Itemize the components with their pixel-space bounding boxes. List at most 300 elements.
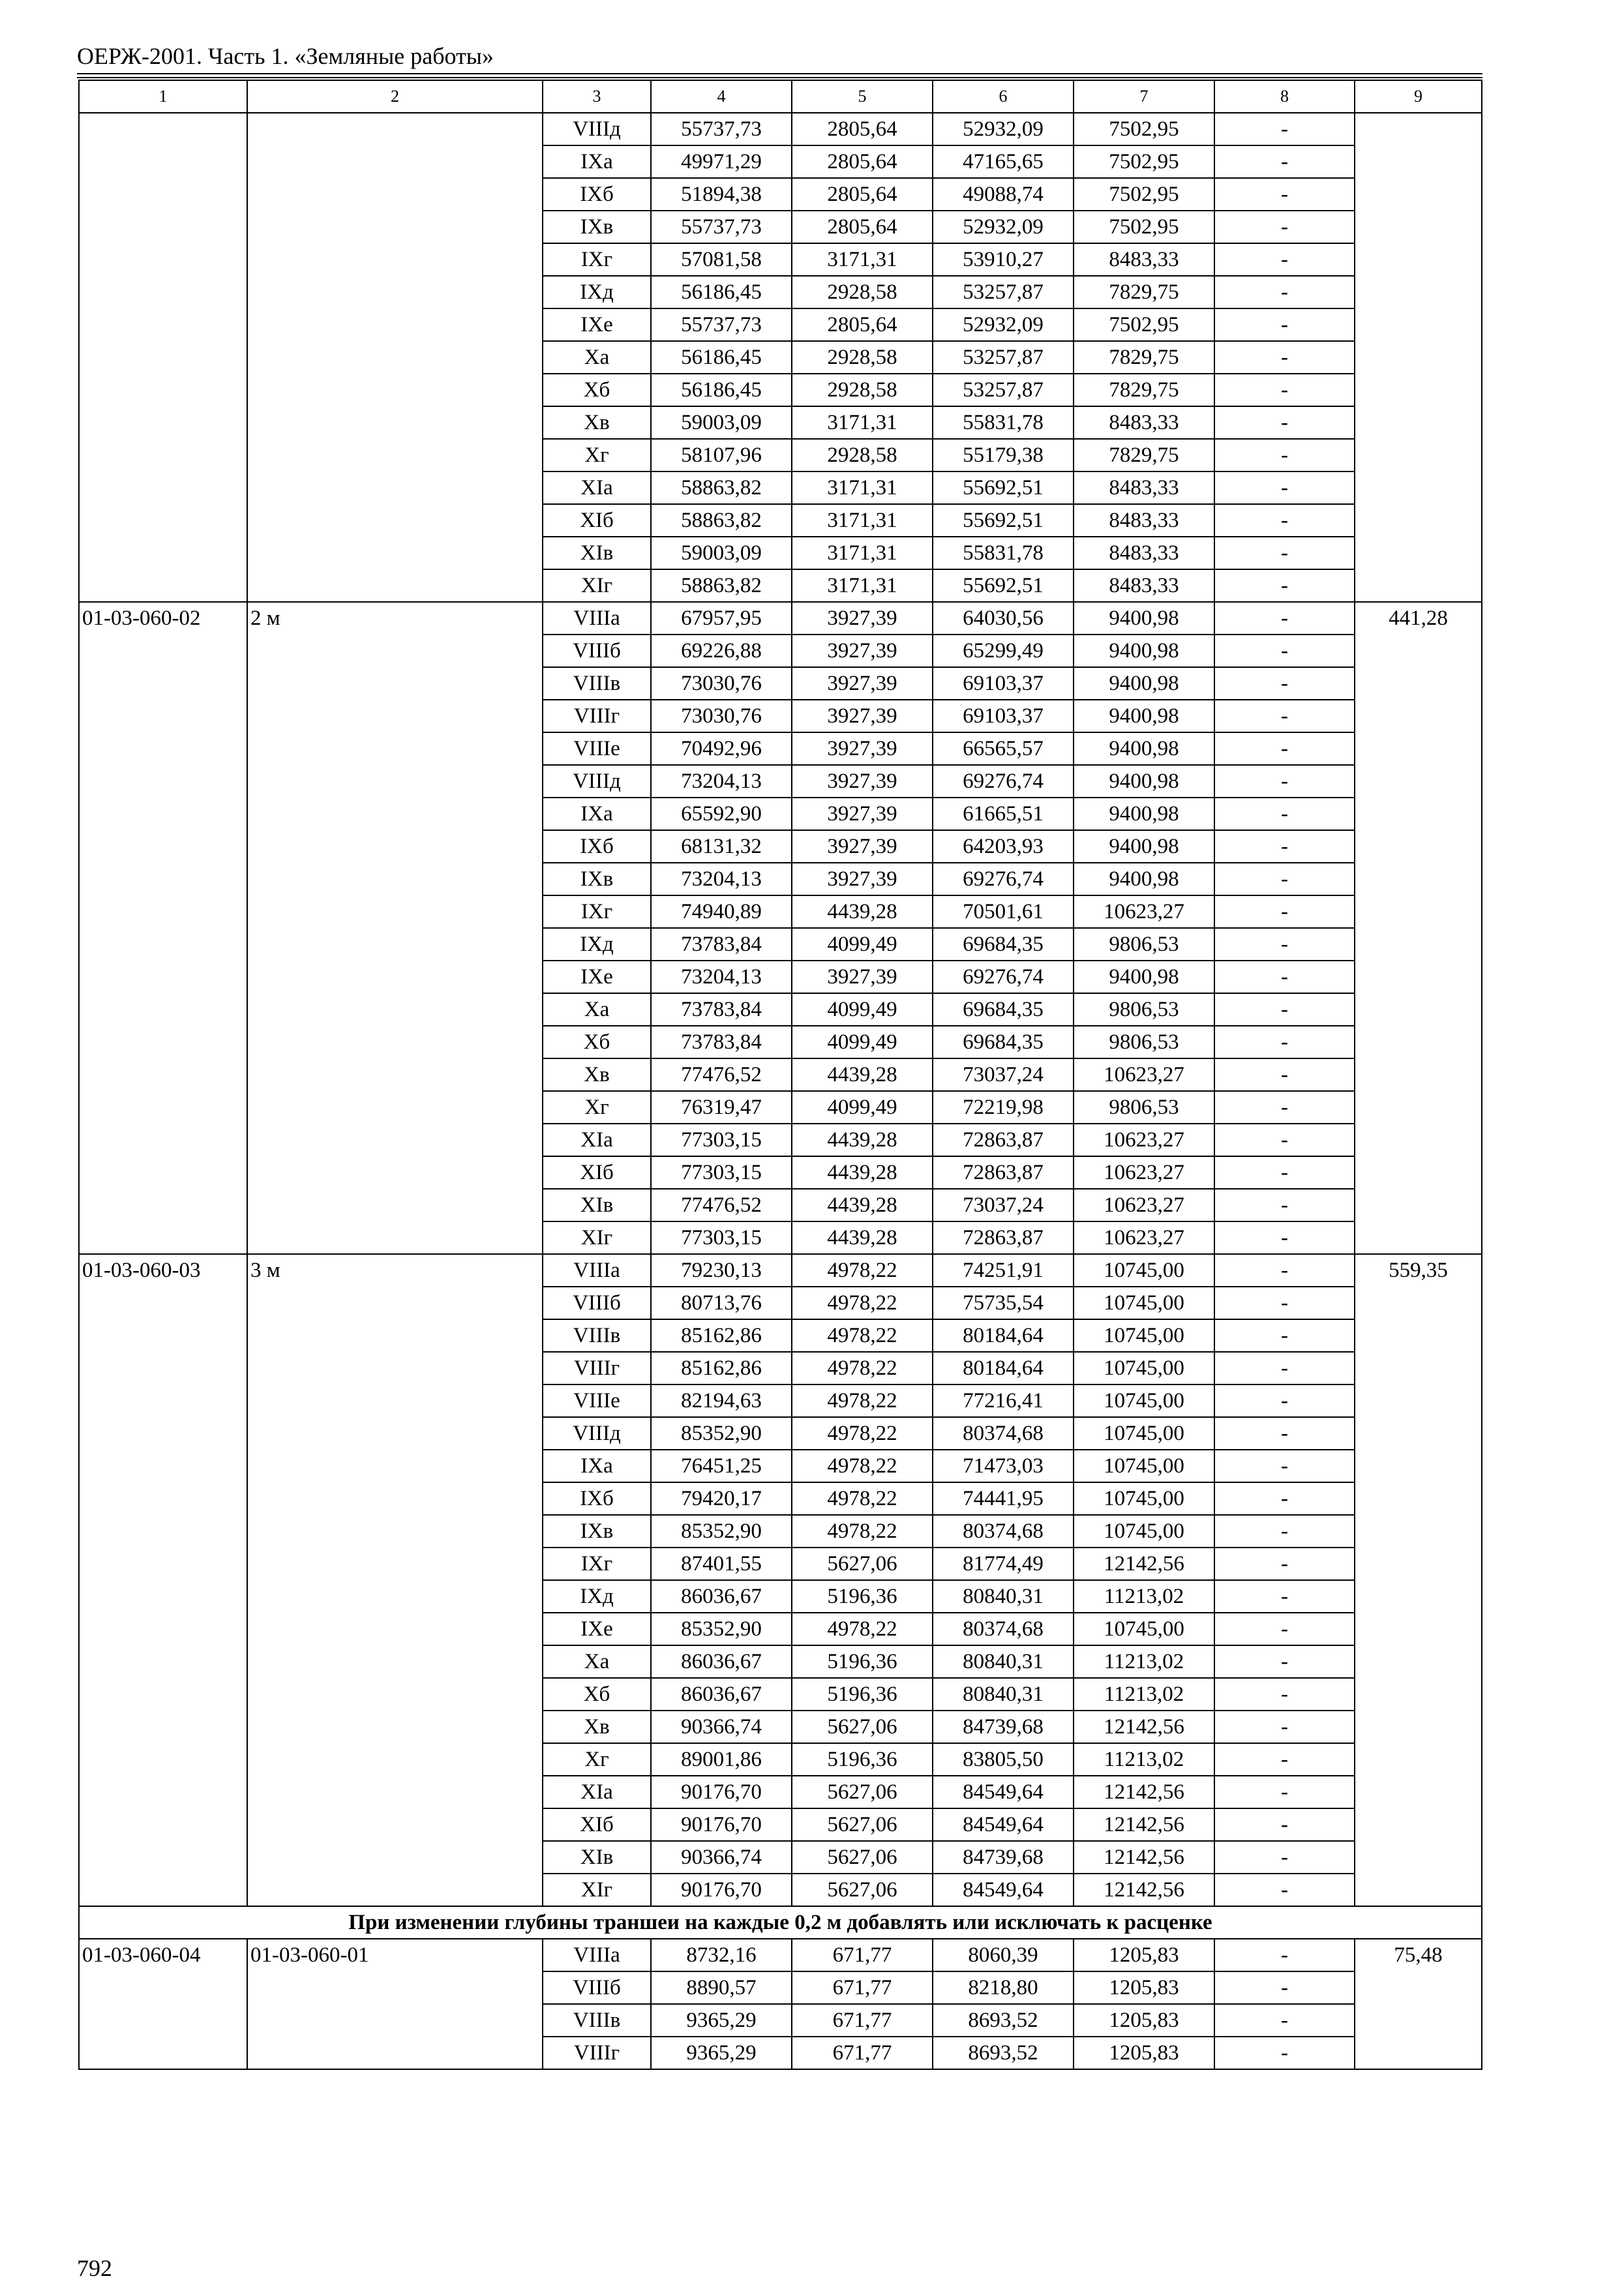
total-cost-cell: 58863,82 [651, 471, 792, 504]
wages-cell: 4099,49 [792, 928, 933, 961]
total-cost-cell: 68131,32 [651, 830, 792, 863]
materials-cell: - [1214, 1482, 1355, 1515]
machines-cell: 8693,52 [933, 2037, 1074, 2069]
category-cell: XIб [543, 1808, 651, 1841]
category-cell: XIг [543, 1221, 651, 1254]
machines-cell: 64203,93 [933, 830, 1074, 863]
total-cost-cell: 74940,89 [651, 895, 792, 928]
machines-cell: 55692,51 [933, 569, 1074, 602]
materials-cell: - [1214, 178, 1355, 211]
machines-cell: 80840,31 [933, 1580, 1074, 1613]
wages-cell: 2805,64 [792, 211, 933, 243]
total-cost-cell: 86036,67 [651, 1580, 792, 1613]
machines-cell: 72219,98 [933, 1091, 1074, 1124]
driver-wages-cell: 10745,00 [1074, 1352, 1214, 1384]
wages-cell: 2928,58 [792, 374, 933, 406]
wages-cell: 5196,36 [792, 1743, 933, 1776]
total-cost-cell: 56186,45 [651, 374, 792, 406]
driver-wages-cell: 9400,98 [1074, 798, 1214, 830]
category-cell: Xa [543, 341, 651, 374]
category-cell: IXб [543, 178, 651, 211]
category-cell: XIв [543, 1189, 651, 1221]
driver-wages-cell: 10623,27 [1074, 895, 1214, 928]
total-cost-cell: 79420,17 [651, 1482, 792, 1515]
category-cell: VIIIe [543, 732, 651, 765]
total-cost-cell: 90366,74 [651, 1841, 792, 1874]
column-number: 1 [79, 80, 247, 113]
wages-cell: 5196,36 [792, 1678, 933, 1711]
materials-cell: - [1214, 1450, 1355, 1482]
category-cell: IXa [543, 1450, 651, 1482]
machines-cell: 80374,68 [933, 1515, 1074, 1548]
machines-cell: 49088,74 [933, 178, 1074, 211]
driver-wages-cell: 11213,02 [1074, 1743, 1214, 1776]
machines-cell: 72863,87 [933, 1156, 1074, 1189]
total-cost-cell: 55737,73 [651, 113, 792, 145]
total-cost-cell: 8890,57 [651, 1971, 792, 2004]
machines-cell: 84549,64 [933, 1874, 1074, 1906]
wages-cell: 3927,39 [792, 700, 933, 732]
rate-description-cell: 01-03-060-01 [247, 1939, 543, 2069]
materials-cell: - [1214, 211, 1355, 243]
wages-cell: 5627,06 [792, 1841, 933, 1874]
category-cell: VIIIв [543, 2004, 651, 2037]
materials-cell: - [1214, 1613, 1355, 1645]
materials-cell: - [1214, 732, 1355, 765]
total-cost-cell: 79230,13 [651, 1254, 792, 1287]
machines-cell: 52932,09 [933, 113, 1074, 145]
wages-cell: 3927,39 [792, 830, 933, 863]
driver-wages-cell: 9400,98 [1074, 667, 1214, 700]
wages-cell: 4978,22 [792, 1254, 933, 1287]
driver-wages-cell: 12142,56 [1074, 1874, 1214, 1906]
wages-cell: 5196,36 [792, 1580, 933, 1613]
machines-cell: 55831,78 [933, 537, 1074, 569]
driver-wages-cell: 12142,56 [1074, 1776, 1214, 1808]
materials-cell: - [1214, 1319, 1355, 1352]
machines-cell: 69103,37 [933, 700, 1074, 732]
driver-wages-cell: 8483,33 [1074, 471, 1214, 504]
category-cell: IXe [543, 308, 651, 341]
category-cell: VIIIг [543, 700, 651, 732]
table-row [79, 1939, 1482, 1971]
materials-cell: - [1214, 569, 1355, 602]
driver-wages-cell: 7502,95 [1074, 113, 1214, 145]
rate-code-cell: 01-03-060-02 [79, 602, 247, 1254]
total-cost-cell: 85352,90 [651, 1515, 792, 1548]
materials-cell: - [1214, 113, 1355, 145]
page-number: 792 [77, 2255, 112, 2281]
materials-cell: - [1214, 1580, 1355, 1613]
labor-hours-cell [1355, 113, 1482, 602]
materials-cell: - [1214, 798, 1355, 830]
materials-cell: - [1214, 2004, 1355, 2037]
materials-cell: - [1214, 471, 1355, 504]
note-row [79, 1906, 1482, 1939]
materials-cell: - [1214, 602, 1355, 635]
wages-cell: 5627,06 [792, 1808, 933, 1841]
machines-cell: 81774,49 [933, 1548, 1074, 1580]
driver-wages-cell: 9400,98 [1074, 732, 1214, 765]
total-cost-cell: 57081,58 [651, 243, 792, 276]
materials-cell: - [1214, 374, 1355, 406]
total-cost-cell: 73783,84 [651, 993, 792, 1026]
machines-cell: 72863,87 [933, 1124, 1074, 1156]
category-cell: VIIIв [543, 1319, 651, 1352]
wages-cell: 3927,39 [792, 765, 933, 798]
category-cell: IXe [543, 1613, 651, 1645]
machines-cell: 64030,56 [933, 602, 1074, 635]
header-rule-top [77, 73, 1482, 74]
machines-cell: 69103,37 [933, 667, 1074, 700]
category-cell: XIг [543, 1874, 651, 1906]
machines-cell: 8693,52 [933, 2004, 1074, 2037]
driver-wages-cell: 10745,00 [1074, 1450, 1214, 1482]
machines-cell: 69276,74 [933, 961, 1074, 993]
total-cost-cell: 9365,29 [651, 2004, 792, 2037]
machines-cell: 84549,64 [933, 1776, 1074, 1808]
machines-cell: 52932,09 [933, 211, 1074, 243]
total-cost-cell: 51894,38 [651, 178, 792, 211]
machines-cell: 69684,35 [933, 928, 1074, 961]
machines-cell: 73037,24 [933, 1058, 1074, 1091]
materials-cell: - [1214, 1417, 1355, 1450]
machines-cell: 55692,51 [933, 471, 1074, 504]
rate-description-cell: 3 м [247, 1254, 543, 1906]
category-cell: Xв [543, 1058, 651, 1091]
driver-wages-cell: 10623,27 [1074, 1058, 1214, 1091]
category-cell: VIIIe [543, 1384, 651, 1417]
wages-cell: 3171,31 [792, 504, 933, 537]
column-number: 2 [247, 80, 543, 113]
materials-cell: - [1214, 635, 1355, 667]
machines-cell: 84739,68 [933, 1841, 1074, 1874]
total-cost-cell: 87401,55 [651, 1548, 792, 1580]
driver-wages-cell: 10745,00 [1074, 1287, 1214, 1319]
total-cost-cell: 76451,25 [651, 1450, 792, 1482]
total-cost-cell: 65592,90 [651, 798, 792, 830]
category-cell: VIIIб [543, 635, 651, 667]
driver-wages-cell: 1205,83 [1074, 1939, 1214, 1971]
category-cell: VIIIг [543, 2037, 651, 2069]
table-row [79, 602, 1482, 635]
category-cell: IXб [543, 1482, 651, 1515]
machines-cell: 80840,31 [933, 1645, 1074, 1678]
driver-wages-cell: 7502,95 [1074, 211, 1214, 243]
wages-cell: 4978,22 [792, 1482, 933, 1515]
category-cell: IXe [543, 961, 651, 993]
total-cost-cell: 8732,16 [651, 1939, 792, 1971]
machines-cell: 80840,31 [933, 1678, 1074, 1711]
materials-cell: - [1214, 1091, 1355, 1124]
wages-cell: 4978,22 [792, 1384, 933, 1417]
wages-cell: 4439,28 [792, 895, 933, 928]
category-cell: Xб [543, 374, 651, 406]
total-cost-cell: 55737,73 [651, 211, 792, 243]
materials-cell: - [1214, 895, 1355, 928]
category-cell: Xг [543, 1091, 651, 1124]
driver-wages-cell: 12142,56 [1074, 1711, 1214, 1743]
category-cell: Xб [543, 1678, 651, 1711]
category-cell: XIa [543, 1776, 651, 1808]
category-cell: XIa [543, 1124, 651, 1156]
total-cost-cell: 55737,73 [651, 308, 792, 341]
materials-cell: - [1214, 1808, 1355, 1841]
running-header: ОЕРЖ-2001. Часть 1. «Земляные работы» [77, 43, 494, 69]
total-cost-cell: 73204,13 [651, 961, 792, 993]
column-number: 3 [543, 80, 651, 113]
machines-cell: 53257,87 [933, 276, 1074, 308]
driver-wages-cell: 12142,56 [1074, 1841, 1214, 1874]
driver-wages-cell: 7829,75 [1074, 276, 1214, 308]
driver-wages-cell: 7829,75 [1074, 341, 1214, 374]
category-cell: IXг [543, 1548, 651, 1580]
wages-cell: 3171,31 [792, 243, 933, 276]
rate-description-cell: 2 м [247, 602, 543, 1254]
table-row [79, 113, 1482, 145]
total-cost-cell: 73030,76 [651, 700, 792, 732]
wages-cell: 4439,28 [792, 1221, 933, 1254]
driver-wages-cell: 9806,53 [1074, 1026, 1214, 1058]
category-cell: IXг [543, 895, 651, 928]
materials-cell: - [1214, 928, 1355, 961]
wages-cell: 4439,28 [792, 1058, 933, 1091]
total-cost-cell: 85162,86 [651, 1319, 792, 1352]
materials-cell: - [1214, 1156, 1355, 1189]
category-cell: IXв [543, 211, 651, 243]
machines-cell: 74251,91 [933, 1254, 1074, 1287]
wages-cell: 5196,36 [792, 1645, 933, 1678]
category-cell: IXa [543, 798, 651, 830]
materials-cell: - [1214, 1189, 1355, 1221]
machines-cell: 80184,64 [933, 1319, 1074, 1352]
wages-cell: 3171,31 [792, 406, 933, 439]
machines-cell: 74441,95 [933, 1482, 1074, 1515]
rate-code-cell: 01-03-060-03 [79, 1254, 247, 1906]
driver-wages-cell: 10745,00 [1074, 1417, 1214, 1450]
wages-cell: 4978,22 [792, 1515, 933, 1548]
driver-wages-cell: 1205,83 [1074, 1971, 1214, 2004]
total-cost-cell: 90176,70 [651, 1808, 792, 1841]
category-cell: IXд [543, 276, 651, 308]
total-cost-cell: 73783,84 [651, 928, 792, 961]
materials-cell: - [1214, 1515, 1355, 1548]
category-cell: VIIIa [543, 1939, 651, 1971]
wages-cell: 3927,39 [792, 667, 933, 700]
column-number-row [79, 80, 1482, 113]
category-cell: VIIIд [543, 113, 651, 145]
materials-cell: - [1214, 2037, 1355, 2069]
total-cost-cell: 69226,88 [651, 635, 792, 667]
machines-cell: 66565,57 [933, 732, 1074, 765]
materials-cell: - [1214, 308, 1355, 341]
category-cell: VIIIд [543, 1417, 651, 1450]
total-cost-cell: 59003,09 [651, 406, 792, 439]
wages-cell: 2928,58 [792, 276, 933, 308]
total-cost-cell: 89001,86 [651, 1743, 792, 1776]
materials-cell: - [1214, 1287, 1355, 1319]
driver-wages-cell: 9400,98 [1074, 830, 1214, 863]
wages-cell: 4439,28 [792, 1124, 933, 1156]
category-cell: Xб [543, 1026, 651, 1058]
driver-wages-cell: 7502,95 [1074, 308, 1214, 341]
total-cost-cell: 76319,47 [651, 1091, 792, 1124]
table-row [79, 1254, 1482, 1287]
total-cost-cell: 70492,96 [651, 732, 792, 765]
category-cell: Xa [543, 1645, 651, 1678]
total-cost-cell: 58863,82 [651, 504, 792, 537]
materials-cell: - [1214, 1678, 1355, 1711]
wages-cell: 4099,49 [792, 1026, 933, 1058]
wages-cell: 2928,58 [792, 439, 933, 471]
machines-cell: 83805,50 [933, 1743, 1074, 1776]
driver-wages-cell: 8483,33 [1074, 569, 1214, 602]
wages-cell: 5627,06 [792, 1874, 933, 1906]
category-cell: VIIIг [543, 1352, 651, 1384]
wages-cell: 2805,64 [792, 308, 933, 341]
driver-wages-cell: 7502,95 [1074, 178, 1214, 211]
total-cost-cell: 67957,95 [651, 602, 792, 635]
wages-cell: 4439,28 [792, 1156, 933, 1189]
driver-wages-cell: 11213,02 [1074, 1580, 1214, 1613]
category-cell: IXб [543, 830, 651, 863]
total-cost-cell: 77303,15 [651, 1221, 792, 1254]
category-cell: VIIIб [543, 1971, 651, 2004]
total-cost-cell: 73204,13 [651, 863, 792, 895]
machines-cell: 84549,64 [933, 1808, 1074, 1841]
wages-cell: 3927,39 [792, 863, 933, 895]
wages-cell: 3171,31 [792, 471, 933, 504]
driver-wages-cell: 7829,75 [1074, 374, 1214, 406]
materials-cell: - [1214, 504, 1355, 537]
column-number: 8 [1214, 80, 1355, 113]
machines-cell: 8218,80 [933, 1971, 1074, 2004]
driver-wages-cell: 10745,00 [1074, 1254, 1214, 1287]
category-cell: XIв [543, 537, 651, 569]
wages-cell: 4099,49 [792, 1091, 933, 1124]
materials-cell: - [1214, 276, 1355, 308]
category-cell: XIб [543, 1156, 651, 1189]
total-cost-cell: 73204,13 [651, 765, 792, 798]
category-cell: Xг [543, 439, 651, 471]
total-cost-cell: 77303,15 [651, 1124, 792, 1156]
materials-cell: - [1214, 1874, 1355, 1906]
rate-code-cell [79, 113, 247, 602]
wages-cell: 3927,39 [792, 602, 933, 635]
driver-wages-cell: 11213,02 [1074, 1678, 1214, 1711]
driver-wages-cell: 10623,27 [1074, 1124, 1214, 1156]
machines-cell: 72863,87 [933, 1221, 1074, 1254]
materials-cell: - [1214, 1548, 1355, 1580]
category-cell: Xв [543, 1711, 651, 1743]
driver-wages-cell: 9400,98 [1074, 635, 1214, 667]
materials-cell: - [1214, 700, 1355, 732]
total-cost-cell: 77476,52 [651, 1189, 792, 1221]
driver-wages-cell: 10745,00 [1074, 1613, 1214, 1645]
wages-cell: 4099,49 [792, 993, 933, 1026]
driver-wages-cell: 9806,53 [1074, 928, 1214, 961]
total-cost-cell: 56186,45 [651, 341, 792, 374]
materials-cell: - [1214, 1939, 1355, 1971]
machines-cell: 53257,87 [933, 374, 1074, 406]
machines-cell: 73037,24 [933, 1189, 1074, 1221]
machines-cell: 65299,49 [933, 635, 1074, 667]
wages-cell: 3927,39 [792, 798, 933, 830]
category-cell: IXд [543, 928, 651, 961]
total-cost-cell: 90176,70 [651, 1874, 792, 1906]
wages-cell: 2928,58 [792, 341, 933, 374]
total-cost-cell: 82194,63 [651, 1384, 792, 1417]
driver-wages-cell: 10745,00 [1074, 1319, 1214, 1352]
materials-cell: - [1214, 1971, 1355, 2004]
total-cost-cell: 85352,90 [651, 1613, 792, 1645]
wages-cell: 3171,31 [792, 537, 933, 569]
machines-cell: 71473,03 [933, 1450, 1074, 1482]
wages-cell: 3927,39 [792, 961, 933, 993]
driver-wages-cell: 8483,33 [1074, 504, 1214, 537]
materials-cell: - [1214, 537, 1355, 569]
driver-wages-cell: 9400,98 [1074, 765, 1214, 798]
category-cell: IXв [543, 1515, 651, 1548]
machines-cell: 69684,35 [933, 1026, 1074, 1058]
driver-wages-cell: 9400,98 [1074, 602, 1214, 635]
wages-cell: 5627,06 [792, 1711, 933, 1743]
wages-cell: 671,77 [792, 2004, 933, 2037]
note-text: При изменении глубины траншеи на каждые 0,2 м добавлять или исключать к расценке [79, 1906, 1482, 1939]
wages-cell: 2805,64 [792, 113, 933, 145]
total-cost-cell: 77303,15 [651, 1156, 792, 1189]
machines-cell: 69276,74 [933, 863, 1074, 895]
materials-cell: - [1214, 1254, 1355, 1287]
materials-cell: - [1214, 243, 1355, 276]
category-cell: IXв [543, 863, 651, 895]
machines-cell: 77216,41 [933, 1384, 1074, 1417]
machines-cell: 80374,68 [933, 1613, 1074, 1645]
machines-cell: 69684,35 [933, 993, 1074, 1026]
materials-cell: - [1214, 341, 1355, 374]
wages-cell: 3927,39 [792, 635, 933, 667]
machines-cell: 69276,74 [933, 765, 1074, 798]
machines-cell: 61665,51 [933, 798, 1074, 830]
materials-cell: - [1214, 667, 1355, 700]
wages-cell: 5627,06 [792, 1548, 933, 1580]
wages-cell: 671,77 [792, 2037, 933, 2069]
category-cell: VIIIa [543, 602, 651, 635]
machines-cell: 55179,38 [933, 439, 1074, 471]
total-cost-cell: 90176,70 [651, 1776, 792, 1808]
machines-cell: 75735,54 [933, 1287, 1074, 1319]
materials-cell: - [1214, 1776, 1355, 1808]
wages-cell: 4978,22 [792, 1417, 933, 1450]
machines-cell: 55831,78 [933, 406, 1074, 439]
total-cost-cell: 77476,52 [651, 1058, 792, 1091]
rates-table [78, 80, 1482, 2070]
column-number: 4 [651, 80, 792, 113]
driver-wages-cell: 1205,83 [1074, 2004, 1214, 2037]
category-cell: VIIIв [543, 667, 651, 700]
wages-cell: 3171,31 [792, 569, 933, 602]
materials-cell: - [1214, 1221, 1355, 1254]
wages-cell: 5627,06 [792, 1776, 933, 1808]
driver-wages-cell: 9400,98 [1074, 863, 1214, 895]
total-cost-cell: 59003,09 [651, 537, 792, 569]
total-cost-cell: 85352,90 [651, 1417, 792, 1450]
materials-cell: - [1214, 765, 1355, 798]
materials-cell: - [1214, 961, 1355, 993]
wages-cell: 4978,22 [792, 1613, 933, 1645]
machines-cell: 80184,64 [933, 1352, 1074, 1384]
materials-cell: - [1214, 1384, 1355, 1417]
